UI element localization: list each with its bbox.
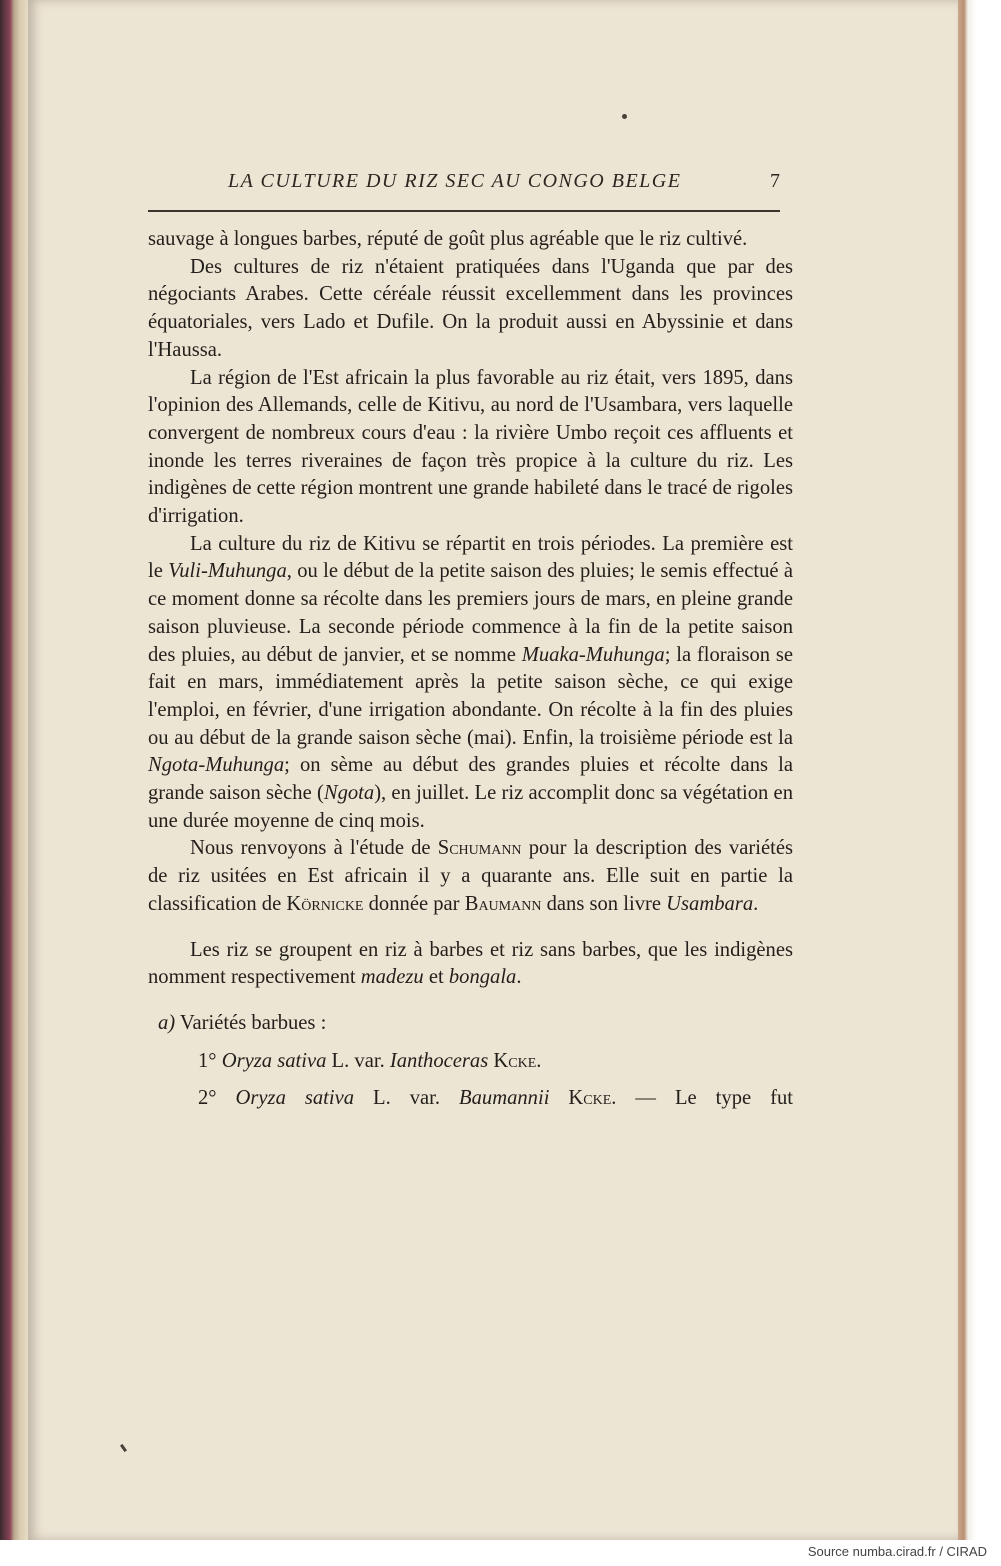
source-credit: Source numba.cirad.fr / CIRAD <box>807 1544 987 1559</box>
paragraph-6 <box>148 937 793 992</box>
page-number: 7 <box>770 170 780 192</box>
paragraph-5 <box>148 835 793 918</box>
list-heading-marker: a) <box>158 1011 176 1034</box>
paragraph-6-text-c: . <box>516 966 522 989</box>
author-kornicke: Körnicke <box>286 892 364 915</box>
paragraph-1: sauvage à longues barbes, réputé de goût plus agréable que le riz cultivé. <box>148 228 748 250</box>
term-ngota-muhunga: Ngota-Muhunga <box>148 754 285 777</box>
paragraph-4-text-a: La culture du riz de Kitivu se répartit en trois périodes. La première est le <box>148 532 793 583</box>
paragraph-5-text-a: Nous renvoyons à l'étude de <box>190 837 438 860</box>
list-item-2-mid: L. var. <box>354 1087 460 1110</box>
list-item-2 <box>148 1085 793 1113</box>
list-item-1-author: Kcke <box>493 1049 537 1072</box>
term-madezu: madezu <box>360 966 424 989</box>
author-baumann: Baumann <box>464 892 542 915</box>
term-vuli-muhunga: Vuli-Muhunga <box>168 560 287 583</box>
book-spine <box>0 0 28 1540</box>
paragraph-4-text-c: ; la floraison se fait en mars, immédiatement après la petite saison sèche, ce qui exige l'emploi, en février, d'une irrigation abondante. On récolte à la fin des pluies ou au début de la grande saison sèche (mai). Enfin, la troisième période est la <box>148 643 794 749</box>
paragraph-5-text-c: donnée par <box>363 892 465 915</box>
paragraph-6-text-a: Les riz se groupent en riz à barbes et riz sans barbes, que les indigènes nomment respectivement <box>148 938 793 989</box>
term-bongala: bongala <box>448 966 517 989</box>
list-item-2-genus: Oryza sativa <box>235 1087 355 1110</box>
list-item-1-end: . <box>536 1049 542 1072</box>
list-item-1-mid: L. var. <box>326 1049 390 1072</box>
term-ngota: Ngota <box>323 782 375 805</box>
list-item-1-variety: Ianthoceras <box>389 1049 489 1072</box>
page-edge <box>958 0 1001 1540</box>
author-schumann: Schumann <box>437 837 522 860</box>
paragraph-6-text-b: et <box>423 966 449 989</box>
list-item-2-number: 2° <box>198 1087 217 1110</box>
paragraph-3: La région de l'Est africain la plus favorable au riz était, vers 1895, dans l'opinion des Allemands, celle de Kitivu, au nord de l'Usambara, vers laquelle convergent de nombreux cours d'eau : la rivière Umbo reçoit ces affluents et inonde les terres riveraines de façon très propice à la culture du riz. Les indigènes de cette région montrent une grande habileté dans le tracé de rigoles d'irrigation. <box>148 366 794 528</box>
book-title-usambara: Usambara <box>666 892 754 915</box>
paragraph-4-text-b: , ou le début de la petite saison des pluies; le semis effectué à ce moment donne sa récolte dans les premiers jours de mars, en pleine grande saison pluvieuse. La seconde période commence à la fin de la petite saison des pluies, au début de janvier, et se nomme <box>148 560 794 666</box>
paragraph-5-text-d: dans son livre <box>541 892 667 915</box>
paragraph-4-text-d: ; on sème au début des grandes pluies et récolte dans la grande saison sèche ( <box>148 754 793 805</box>
paragraph-5-text-b: pour la description des variétés de riz usitées en Est africain il y a quarante ans. Elle suit en partie la classification de <box>148 837 794 915</box>
paragraph-4-text-e: ), en juillet. Le riz accomplit donc sa végétation en une durée moyenne de cinq mois. <box>148 782 793 832</box>
running-title: LA CULTURE DU RIZ SEC AU CONGO BELGE <box>228 170 682 192</box>
term-muaka-muhunga: Muaka-Muhunga <box>521 643 665 666</box>
list-item-1-number: 1° <box>198 1049 217 1072</box>
page-speck <box>622 114 627 119</box>
header-rule <box>148 210 780 212</box>
list-item-2-variety: Baumannii <box>459 1087 550 1110</box>
list-item-2-author: Kcke <box>568 1087 612 1110</box>
list-heading-text: Variétés barbues : <box>175 1011 327 1034</box>
paragraph-5-text-e: . <box>753 892 759 915</box>
list-item-1-genus: Oryza sativa <box>221 1049 327 1072</box>
body-text <box>148 226 793 1113</box>
list-item-2-end: . — Le type fut <box>611 1087 793 1110</box>
list-item-1 <box>148 1048 793 1076</box>
list-heading <box>148 1010 793 1038</box>
paragraph-4 <box>148 531 793 836</box>
paragraph-2: Des cultures de riz n'étaient pratiquées dans l'Uganda que par des négociants Arabes. Cette céréale réussit excellemment dans les provinces équatoriales, vers Lado et Dufile. On la produit aussi en Abyssinie et dans l'Haussa. <box>148 255 793 361</box>
